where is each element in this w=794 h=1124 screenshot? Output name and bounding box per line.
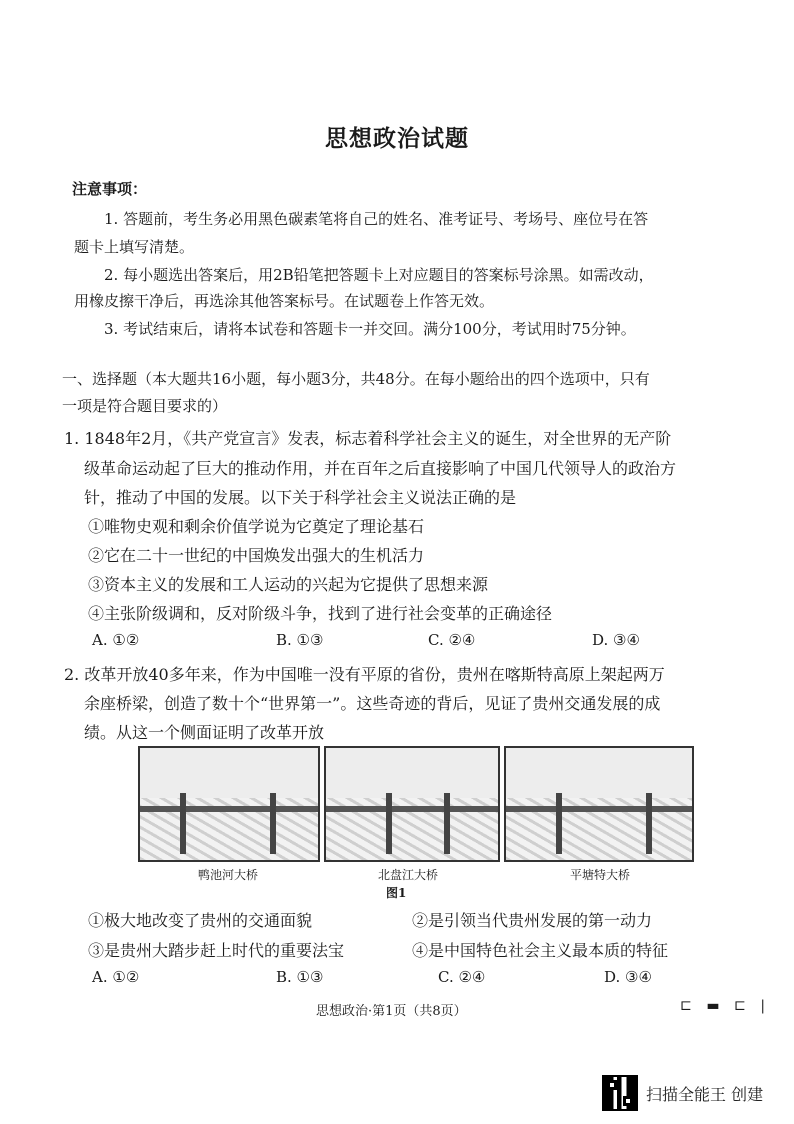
q1-statement: ②它在二十一世纪的中国焕发出强大的生机活力 [88, 546, 425, 565]
scanner-watermark: 扫描全能王 创建 [646, 1085, 764, 1104]
q1-statement: ④主张阶级调和，反对阶级斗争，找到了进行社会变革的正确途径 [88, 604, 553, 623]
q2-option-b: B. ①③ [276, 968, 324, 986]
q2-option-a: A. ①② [92, 968, 140, 986]
section-heading: 一、选择题（本大题共16小题，每小题3分，共48分。在每小题给出的四个选项中，只有 [62, 370, 650, 388]
section-heading-cont: 一项是符合题目要求的） [62, 397, 228, 415]
q2-statement: ②是引领当代贵州发展的第一动力 [412, 911, 653, 930]
figure-label: 图1 [386, 886, 407, 900]
q1-stem: 级革命运动起了巨大的推动作用，并在百年之后直接影响了中国几代领导人的政治方 [84, 459, 677, 478]
q2-stem: 2. 改革开放40多年来，作为中国唯一没有平原的省份，贵州在喀斯特高原上架起两万 [64, 665, 665, 684]
qr-code-icon [602, 1075, 638, 1111]
footer-marks [670, 998, 765, 1014]
footer-mark: | [760, 998, 766, 1014]
q1-option-c: C. ②④ [428, 631, 476, 649]
photo-caption: 鸭池河大桥 [198, 868, 259, 882]
bridge-photo [138, 746, 320, 862]
photo-caption: 北盘江大桥 [378, 868, 439, 882]
notice-line: 3. 考试结束后，请将本试卷和答题卡一并交回。满分100分，考试用时75分钟。 [104, 320, 636, 338]
q2-stem: 绩。从这一个侧面证明了改革开放 [84, 723, 325, 742]
notice-line: 用橡皮擦干净后，再选涂其他答案标号。在试题卷上作答无效。 [74, 292, 495, 310]
q2-option-d: D. ③④ [604, 968, 652, 986]
notice-line: 题卡上填写清楚。 [74, 238, 195, 256]
q1-option-b: B. ①③ [276, 631, 324, 649]
q2-statement: ①极大地改变了贵州的交通面貌 [88, 911, 313, 930]
footer-mark: ⊏ [734, 998, 746, 1014]
q2-statement: ④是中国特色社会主义最本质的特征 [412, 941, 669, 960]
q1-statement: ③资本主义的发展和工人运动的兴起为它提供了思想来源 [88, 575, 489, 594]
q2-option-c: C. ②④ [438, 968, 486, 986]
photo-caption: 平塘特大桥 [570, 868, 631, 882]
q2-stem: 余座桥梁，创造了数十个“世界第一”。这些奇迹的背后，见证了贵州交通发展的成 [84, 694, 661, 713]
footer-mark: ▬ [706, 998, 720, 1014]
notice-line: 1. 答题前，考生务必用黑色碳素笔将自己的姓名、准考证号、考场号、座位号在答 [104, 210, 649, 228]
q1-stem: 1. 1848年2月，《共产党宣言》发表，标志着科学社会主义的诞生，对全世界的无产阶 [64, 429, 672, 448]
q1-statement: ①唯物史观和剩余价值学说为它奠定了理论基石 [88, 517, 425, 536]
q1-stem: 针，推动了中国的发展。以下关于科学社会主义说法正确的是 [84, 488, 517, 507]
q1-option-a: A. ①② [92, 631, 140, 649]
page-footer: 思想政治·第1页（共8页） [316, 1004, 467, 1019]
page-title: 思想政治试题 [325, 125, 469, 152]
q1-option-d: D. ③④ [592, 631, 640, 649]
bridge-photo [504, 746, 694, 862]
notice-line: 2. 每小题选出答案后，用2B铅笔把答题卡上对应题目的答案标号涂黑。如需改动， [104, 266, 654, 284]
notice-heading: 注意事项： [72, 180, 148, 198]
q2-statement: ③是贵州大踏步赶上时代的重要法宝 [88, 941, 345, 960]
footer-mark: ⊏ [680, 998, 692, 1014]
bridge-photo [324, 746, 500, 862]
